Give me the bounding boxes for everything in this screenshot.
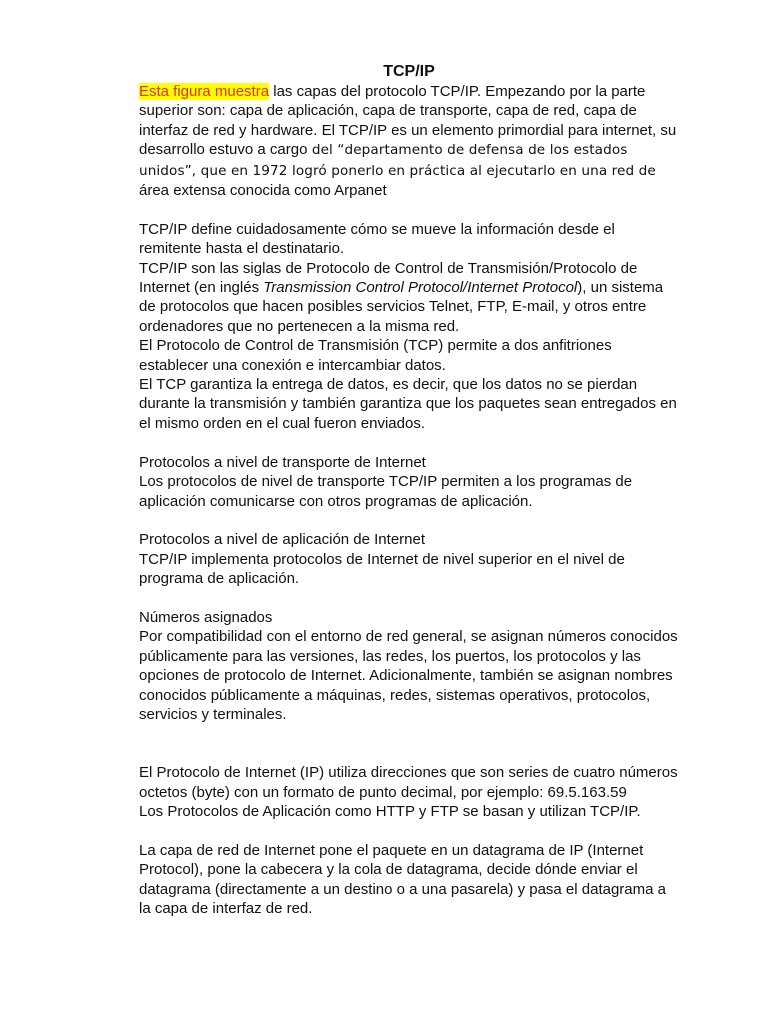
tcp-connection-paragraph: El Protocolo de Control de Transmisión (TCP) permite a dos anfitriones establecer una conexión e intercambiar datos. <box>139 337 612 374</box>
paragraph-spacer <box>139 200 679 219</box>
paragraph-spacer-double <box>139 724 679 763</box>
acronym-text-a: TCP/IP son las siglas de Protocolo de Control de Transmisión/Protocolo de Internet (en inglés <box>139 259 638 297</box>
paragraph-spacer <box>139 821 679 840</box>
tcp-delivery-paragraph: El TCP garantiza la entrega de datos, es decir, que los datos no se pierdan durante la transmisión y también garantiza que los paquetes sean entregados en el mismo orden en el cual fueron enviados. <box>139 376 677 432</box>
paragraph-spacer <box>139 433 679 452</box>
page-title: TCP/IP <box>383 63 435 80</box>
application-protocols-paragraph: Los Protocolos de Aplicación como HTTP y FTP se basan y utilizan TCP/IP. <box>139 802 641 820</box>
assigned-numbers-heading: Números asignados <box>139 608 273 626</box>
assigned-numbers-body: Por compatibilidad con el entorno de red general, se asignan números conocidos públicamente para las versiones, las redes, los puertos, los protocolos y las opciones de protocolo de Internet. Adicionalmente, también se asignan nombres conocidos públicamente a máquinas, redes, sistemas operativos, protocolos, servicios y terminales. <box>139 628 678 723</box>
transport-body: Los protocolos de nivel de transporte TCP/IP permiten a los programas de aplicación comunicarse con otros programas de aplicación. <box>139 473 633 510</box>
define-paragraph: TCP/IP define cuidadosamente cómo se mueve la información desde el remitente hasta el destinatario. <box>139 220 615 258</box>
intro-paragraph <box>139 82 679 200</box>
application-body: TCP/IP implementa protocolos de Internet de nivel superior en el nivel de programa de aplicación. <box>139 550 625 588</box>
intro-text: las capas del protocolo TCP/IP. Empezando por la parte superior son: capa de aplicación, capa de transporte, capa de red, capa de interfaz de red y hardware. El TCP/IP es un elemento primordial para internet, su desarrollo estuvo a cargo <box>139 83 677 159</box>
document-body <box>139 62 679 918</box>
highlighted-phrase: Esta figura muestra <box>139 83 270 100</box>
acronym-paragraph <box>139 259 679 337</box>
acronym-text-b: ), un sistema de protocolos que hacen posibles servicios Telnet, FTP, E-mail, y otros entre ordenadores que no pertenecen a la misma red. <box>139 279 664 335</box>
intro-text-end: área extensa conocida como Arpanet <box>139 182 387 200</box>
ip-address-paragraph: El Protocolo de Internet (IP) utiliza direcciones que son series de cuatro números octetos (byte) con un formato de punto decimal, por ejemplo: 69.5.163.59 <box>139 764 678 801</box>
intro-text-alt-font: del “departamento de defensa de los estados unidos”, que en 1972 logró ponerlo en práctica al ejecutarlo en una red de <box>139 142 656 179</box>
paragraph-spacer <box>139 589 679 608</box>
application-heading: Protocolos a nivel de aplicación de Internet <box>139 531 426 549</box>
acronym-english-italic: Transmission Control Protocol/Internet Protocol <box>263 279 578 297</box>
transport-heading: Protocolos a nivel de transporte de Internet <box>139 453 426 471</box>
network-layer-paragraph: La capa de red de Internet pone el paquete en un datagrama de IP (Internet Protocol), pone la cabecera y la cola de datagrama, decide dónde enviar el datagrama (directamente a un destino o a una pasarela) y pasa el datagrama a la capa de interfaz de red. <box>139 841 666 917</box>
paragraph-spacer <box>139 511 679 530</box>
